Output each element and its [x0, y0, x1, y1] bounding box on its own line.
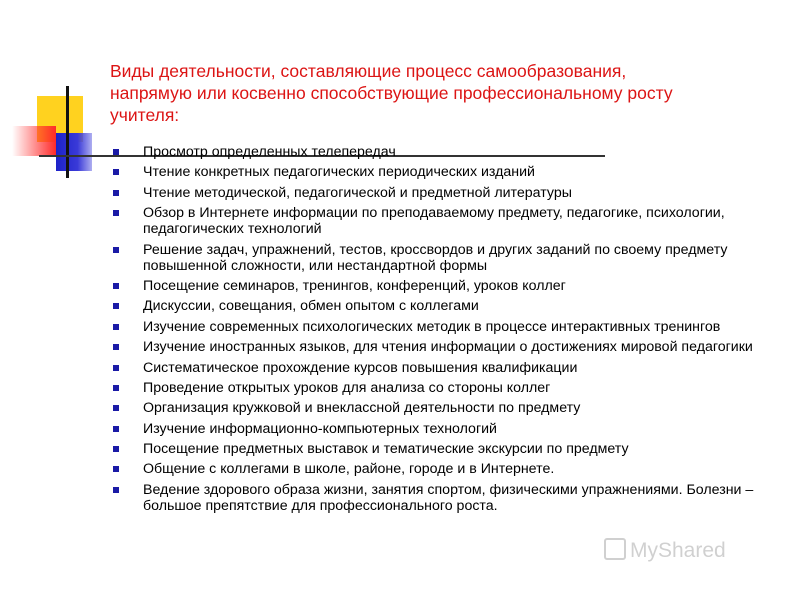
list-item-text: Систематическое прохождение курсов повышения квалификации [143, 359, 578, 376]
list-item [113, 339, 773, 355]
list-item [113, 242, 773, 274]
list-item [113, 400, 773, 416]
activity-list [113, 144, 773, 518]
list-item-text: Решение задач, упражнений, тестов, кроссвордов и других заданий по своему предмету повышенной сложности, или нестандартной формы [143, 241, 728, 274]
list-item [113, 421, 773, 437]
list-item-text: Дискуссии, совещания, обмен опытом с коллегами [143, 298, 479, 315]
list-item-text: Изучение информационно-компьютерных технологий [143, 420, 497, 437]
bullet-icon [113, 487, 119, 493]
list-item [113, 278, 773, 294]
list-item [113, 164, 773, 180]
list-item-text: Посещение семинаров, тренингов, конференций, уроков коллег [143, 277, 566, 294]
decor-red-square [12, 126, 56, 156]
decor-vertical-line [66, 86, 69, 178]
watermark [604, 538, 726, 563]
list-item [113, 185, 773, 201]
list-item [113, 482, 773, 514]
bullet-icon [113, 365, 119, 371]
list-item [113, 144, 773, 160]
bullet-icon [113, 210, 119, 216]
list-item [113, 461, 773, 477]
list-item-text: Изучение современных психологических методик в процессе интерактивных тренингов [143, 318, 721, 335]
bullet-icon [113, 149, 119, 155]
list-item-text: Обзор в Интернете информации по преподаваемому предмету, педагогике, психологии, педагогических технологий [143, 205, 725, 238]
bullet-icon [113, 344, 119, 350]
list-item [113, 380, 773, 396]
bullet-icon [113, 466, 119, 472]
list-item-text: Чтение методической, педагогической и предметной литературы [143, 184, 572, 201]
list-item-text: Ведение здорового образа жизни, занятия спортом, физическими упражнениями. Болезни – большое препятствие для профессионального роста. [143, 481, 754, 514]
list-item [113, 360, 773, 376]
list-item-text: Изучение иностранных языков, для чтения информации о достижениях мировой педагогики [143, 339, 753, 356]
list-item [113, 298, 773, 314]
bullet-icon [113, 247, 119, 253]
watermark-logo-icon [604, 538, 626, 560]
bullet-icon [113, 283, 119, 289]
slide-title: Виды деятельности, составляющие процесс самообразования, напрямую или косвенно способствующие профессиональному росту учителя: [110, 61, 673, 125]
list-item [113, 319, 773, 335]
list-item-text: Чтение конкретных педагогических периодических изданий [143, 164, 535, 181]
list-item-text: Проведение открытых уроков для анализа со стороны коллег [143, 379, 551, 396]
bullet-icon [113, 405, 119, 411]
list-item-text: Просмотр определенных телепередач [143, 144, 396, 160]
bullet-icon [113, 426, 119, 432]
bullet-icon [113, 385, 119, 391]
watermark-text: MyShared [630, 539, 726, 562]
bullet-icon [113, 303, 119, 309]
list-item-text: Общение с коллегами в школе, районе, городе и в Интернете. [143, 461, 555, 478]
bullet-icon [113, 324, 119, 330]
list-item-text: Посещение предметных выставок и тематические экскурсии по предмету [143, 441, 629, 458]
bullet-icon [113, 446, 119, 452]
decor-blue-square [56, 133, 92, 171]
bullet-icon [113, 190, 119, 196]
list-item [113, 205, 773, 237]
bullet-icon [113, 169, 119, 175]
list-item-text: Организация кружковой и внеклассной деятельности по предмету [143, 400, 581, 417]
list-item [113, 441, 773, 457]
